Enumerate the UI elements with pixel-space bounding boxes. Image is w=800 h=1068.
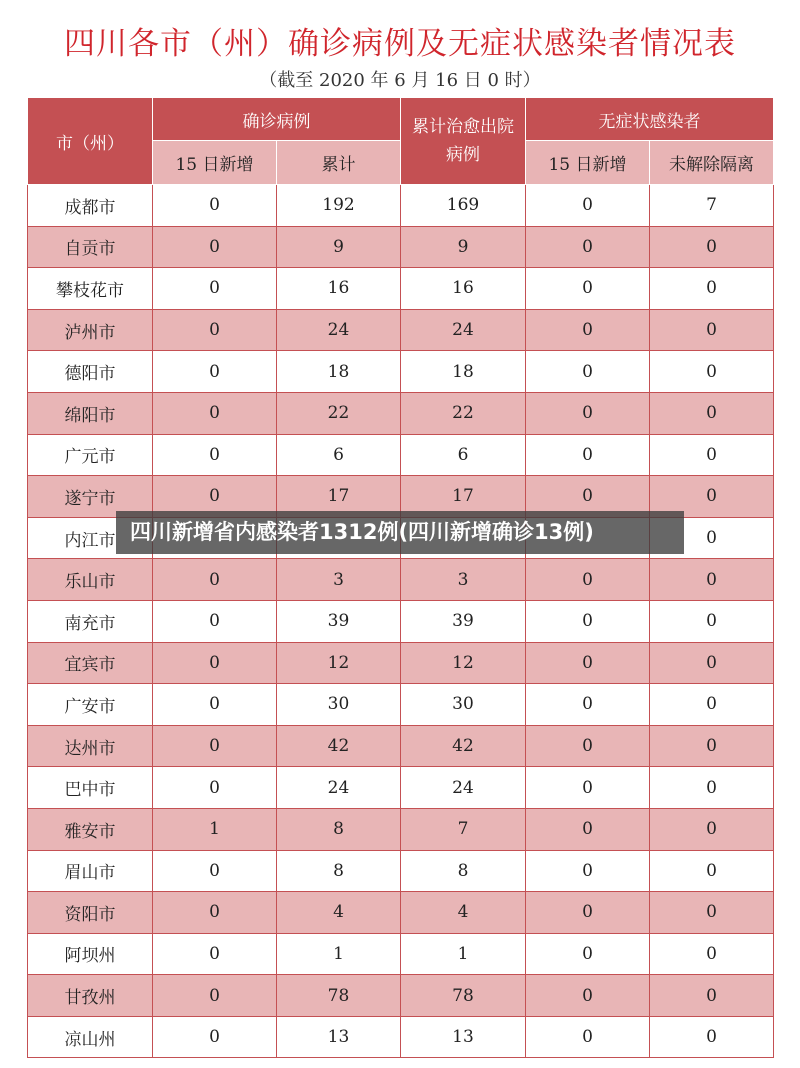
cell-confirmed-total: 39 [277, 600, 401, 642]
cell-city: 南充市 [28, 600, 153, 642]
cell-city: 雅安市 [28, 808, 153, 850]
cell-city: 绵阳市 [28, 392, 153, 434]
cell-city: 巴中市 [28, 767, 153, 809]
header-confirmed-group: 确诊病例 [153, 98, 401, 141]
cell-asym-isolation: 0 [650, 517, 774, 559]
cell-city: 广安市 [28, 684, 153, 726]
cell-asym-new: 0 [526, 684, 650, 726]
table-row [28, 434, 774, 476]
cell-confirmed-total: 9 [277, 226, 401, 268]
cell-confirmed-new: 0 [153, 392, 277, 434]
cell-asym-new: 0 [526, 351, 650, 393]
cell-asym-new: 0 [526, 933, 650, 975]
cell-confirmed-total: 30 [277, 684, 401, 726]
cell-confirmed-new: 0 [153, 351, 277, 393]
cell-confirmed-total: 8 [277, 808, 401, 850]
table-body [28, 185, 774, 1058]
header-asymptomatic-group: 无症状感染者 [526, 98, 774, 141]
cell-asym-new: 0 [526, 642, 650, 684]
cell-cured: 42 [401, 725, 526, 767]
cell-cured: 18 [401, 351, 526, 393]
table-row [28, 642, 774, 684]
table-row [28, 892, 774, 934]
cell-asym-new: 0 [526, 434, 650, 476]
cell-confirmed-new: 0 [153, 268, 277, 310]
cell-city: 凉山州 [28, 1016, 153, 1058]
header-cured-label: 累计治愈出院病例 [412, 117, 514, 165]
cell-cured: 22 [401, 392, 526, 434]
cell-confirmed-new: 0 [153, 185, 277, 227]
cell-confirmed-new: 0 [153, 892, 277, 934]
cell-confirmed-new: 0 [153, 975, 277, 1017]
cell-confirmed-new: 0 [153, 309, 277, 351]
header-asym-new: 15 日新增 [526, 141, 650, 185]
cell-confirmed-total: 192 [277, 185, 401, 227]
cell-asym-isolation: 0 [650, 1016, 774, 1058]
cell-confirmed-new: 0 [153, 933, 277, 975]
cell-city: 自贡市 [28, 226, 153, 268]
header-confirmed-new: 15 日新增 [153, 141, 277, 185]
table-row [28, 684, 774, 726]
cell-confirmed-total: 17 [277, 476, 401, 518]
table-row [28, 933, 774, 975]
cell-confirmed-total: 8 [277, 850, 401, 892]
cell-asym-isolation: 0 [650, 309, 774, 351]
table-row [28, 808, 774, 850]
cell-asym-isolation: 0 [650, 642, 774, 684]
cell-confirmed-total: 3 [277, 559, 401, 601]
cell-city: 攀枝花市 [28, 268, 153, 310]
table-row [28, 600, 774, 642]
overlay-caption: 四川新增省内感染者1312例(四川新增确诊13例) [116, 511, 684, 554]
cell-city: 广元市 [28, 434, 153, 476]
cell-confirmed-total: 6 [277, 434, 401, 476]
cell-asym-isolation: 0 [650, 850, 774, 892]
cell-asym-isolation: 0 [650, 684, 774, 726]
cell-city: 阿坝州 [28, 933, 153, 975]
cell-confirmed-total: 22 [277, 392, 401, 434]
cell-asym-isolation: 0 [650, 226, 774, 268]
cell-asym-new: 0 [526, 600, 650, 642]
cell-asym-new: 0 [526, 767, 650, 809]
table-row [28, 226, 774, 268]
cell-confirmed-total: 13 [277, 1016, 401, 1058]
header-asym-isolation: 未解除隔离 [650, 141, 774, 185]
cell-asym-new: 0 [526, 850, 650, 892]
cell-confirmed-new: 0 [153, 226, 277, 268]
cell-cured: 1 [401, 933, 526, 975]
cell-confirmed-new: 0 [153, 1016, 277, 1058]
cell-asym-isolation: 7 [650, 185, 774, 227]
cell-city: 泸州市 [28, 309, 153, 351]
table-row [28, 975, 774, 1017]
cell-asym-new: 0 [526, 808, 650, 850]
cell-confirmed-total: 24 [277, 309, 401, 351]
cell-confirmed-new: 0 [153, 642, 277, 684]
cell-city: 资阳市 [28, 892, 153, 934]
cell-asym-isolation: 0 [650, 767, 774, 809]
cell-city: 遂宁市 [28, 476, 153, 518]
cell-asym-isolation: 0 [650, 975, 774, 1017]
cell-asym-isolation: 0 [650, 892, 774, 934]
cell-cured: 7 [401, 808, 526, 850]
cell-cured: 169 [401, 185, 526, 227]
cell-confirmed-total: 4 [277, 892, 401, 934]
cell-city: 乐山市 [28, 559, 153, 601]
cell-cured: 8 [401, 850, 526, 892]
cell-asym-new: 0 [526, 226, 650, 268]
cell-confirmed-new: 0 [153, 476, 277, 518]
page-title: 四川各市（州）确诊病例及无症状感染者情况表 [64, 26, 736, 62]
header-confirmed-total: 累计 [277, 141, 401, 185]
table-row [28, 559, 774, 601]
cell-confirmed-new: 1 [153, 808, 277, 850]
table-row [28, 850, 774, 892]
cell-asym-new: 0 [526, 185, 650, 227]
cell-confirmed-new: 0 [153, 850, 277, 892]
cell-asym-isolation: 0 [650, 600, 774, 642]
cell-asym-new: 0 [526, 392, 650, 434]
cell-confirmed-total: 1 [277, 933, 401, 975]
cell-asym-isolation: 0 [650, 268, 774, 310]
table-row [28, 185, 774, 227]
cell-cured: 4 [401, 892, 526, 934]
cell-cured: 39 [401, 600, 526, 642]
header-cured [401, 98, 526, 185]
cell-asym-new: 0 [526, 268, 650, 310]
data-table [27, 97, 774, 1058]
cell-city: 内江市 [28, 517, 153, 559]
cell-cured: 17 [401, 476, 526, 518]
cell-asym-isolation: 0 [650, 351, 774, 393]
cell-confirmed-new: 0 [153, 600, 277, 642]
cell-asym-isolation: 0 [650, 808, 774, 850]
cell-asym-isolation: 0 [650, 725, 774, 767]
table-row [28, 767, 774, 809]
table-row [28, 1016, 774, 1058]
cell-asym-new: 0 [526, 1016, 650, 1058]
cell-cured: 3 [401, 559, 526, 601]
cell-asym-new: 0 [526, 725, 650, 767]
table-row [28, 309, 774, 351]
cell-city: 宜宾市 [28, 642, 153, 684]
cell-asym-new: 0 [526, 559, 650, 601]
cell-asym-isolation: 0 [650, 933, 774, 975]
table-row [28, 392, 774, 434]
cell-asym-new: 0 [526, 476, 650, 518]
cell-cured: 30 [401, 684, 526, 726]
cell-cured: 13 [401, 1016, 526, 1058]
cell-confirmed-total: 24 [277, 767, 401, 809]
cell-cured: 24 [401, 309, 526, 351]
cell-city: 德阳市 [28, 351, 153, 393]
cell-cured: 9 [401, 226, 526, 268]
cell-city: 达州市 [28, 725, 153, 767]
cell-cured: 24 [401, 767, 526, 809]
cell-asym-isolation: 0 [650, 476, 774, 518]
table-row [28, 268, 774, 310]
cell-confirmed-new: 0 [153, 684, 277, 726]
cell-confirmed-new: 0 [153, 434, 277, 476]
cell-confirmed-total: 42 [277, 725, 401, 767]
cell-asym-isolation: 0 [650, 392, 774, 434]
cell-confirmed-total: 18 [277, 351, 401, 393]
cell-asym-isolation: 0 [650, 559, 774, 601]
cell-city: 甘孜州 [28, 975, 153, 1017]
cell-confirmed-new: 0 [153, 559, 277, 601]
cell-confirmed-new: 0 [153, 767, 277, 809]
cell-cured: 78 [401, 975, 526, 1017]
page-subtitle: （截至 2020 年 6 月 16 日 0 时） [259, 70, 541, 91]
cell-cured: 16 [401, 268, 526, 310]
cell-asym-isolation: 0 [650, 434, 774, 476]
cell-city: 成都市 [28, 185, 153, 227]
cell-confirmed-new: 0 [153, 725, 277, 767]
cell-asym-new: 0 [526, 975, 650, 1017]
cell-cured: 12 [401, 642, 526, 684]
cell-confirmed-total: 16 [277, 268, 401, 310]
cell-asym-new: 0 [526, 892, 650, 934]
table-row [28, 351, 774, 393]
cell-asym-new: 0 [526, 309, 650, 351]
cell-confirmed-total: 12 [277, 642, 401, 684]
cell-confirmed-total: 78 [277, 975, 401, 1017]
cell-cured: 6 [401, 434, 526, 476]
table-row [28, 725, 774, 767]
cell-city: 眉山市 [28, 850, 153, 892]
header-city: 市（州） [28, 98, 153, 185]
